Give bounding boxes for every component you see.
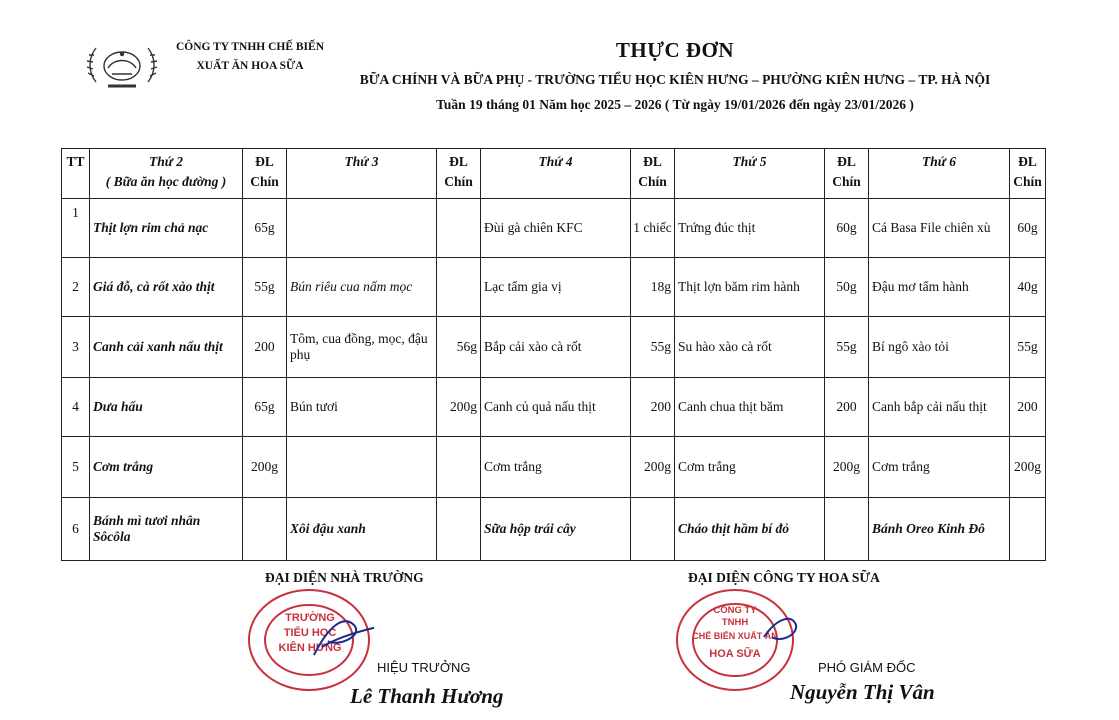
- dish-day2: Bánh mì tươi nhân Sôcôla: [90, 498, 243, 561]
- table-row: [62, 498, 1046, 561]
- header-day2: [90, 149, 243, 199]
- dish-day5: Trứng đúc thịt: [675, 199, 825, 258]
- qty-day6: 40g: [1010, 258, 1046, 317]
- header-dl: [243, 149, 287, 199]
- header-dl-line1: ĐL: [643, 154, 662, 169]
- header-dl-line1: ĐL: [255, 154, 274, 169]
- company-stamp-line3: CHẾ BIẾN XUẤT ĂN: [692, 631, 778, 641]
- header-day6: Thứ 6: [869, 149, 1010, 199]
- table-row: [62, 317, 1046, 378]
- qty-day2: [243, 498, 287, 561]
- dish-day5: Su hào xào cà rốt: [675, 317, 825, 378]
- qty-day6: 200: [1010, 378, 1046, 437]
- qty-day5: 200g: [825, 437, 869, 498]
- dish-day4: Đùi gà chiên KFC: [481, 199, 631, 258]
- dish-day3: Tôm, cua đồng, mọc, đậu phụ: [287, 317, 437, 378]
- school-role: HIỆU TRƯỞNG: [377, 660, 471, 675]
- menu-table: [61, 148, 1046, 561]
- page-title: THỰC ĐƠN: [615, 38, 735, 62]
- week-range: Tuần 19 tháng 01 Năm học 2025 – 2026 ( Từ ngày 19/01/2026 đến ngày 23/01/2026 ): [436, 97, 914, 112]
- header-dl: [825, 149, 869, 199]
- header-dl-line2: Chín: [444, 174, 473, 189]
- dish-day4: Lạc tẩm gia vị: [481, 258, 631, 317]
- dish-day5: Thịt lợn băm rim hành: [675, 258, 825, 317]
- qty-day3: [437, 437, 481, 498]
- page-subtitle: BỮA CHÍNH VÀ BỮA PHỤ - TRƯỜNG TIỂU HỌC KIÊN HƯNG – PHƯỜNG KIÊN HƯNG – TP. HÀ NỘI: [359, 72, 991, 87]
- qty-day2: 65g: [243, 378, 287, 437]
- table-row: [62, 378, 1046, 437]
- header-dl-line2: Chín: [250, 174, 279, 189]
- qty-day3: 56g: [437, 317, 481, 378]
- qty-day2: 65g: [243, 199, 287, 258]
- qty-day2: 200: [243, 317, 287, 378]
- header-dl-line1: ĐL: [449, 154, 468, 169]
- company-logo-icon: [82, 36, 162, 96]
- dish-day3: [287, 437, 437, 498]
- qty-day2: 200g: [243, 437, 287, 498]
- header-tt: TT: [62, 149, 90, 199]
- company-stamp-icon: [672, 585, 802, 695]
- qty-day6: [1010, 498, 1046, 561]
- header-day2-label: Thứ 2: [149, 154, 183, 169]
- header-dl: [631, 149, 675, 199]
- dish-day5: Cháo thịt hầm bí đỏ: [675, 498, 825, 561]
- row-number: 5: [62, 437, 90, 498]
- dish-day4: Bắp cải xào cà rốt: [481, 317, 631, 378]
- header-day2-sub: ( Bữa ăn học đường ): [105, 174, 227, 189]
- dish-day4: Canh củ quả nấu thịt: [481, 378, 631, 437]
- school-stamp-icon: [244, 585, 374, 695]
- qty-day4: [631, 498, 675, 561]
- dish-day3: [287, 199, 437, 258]
- school-stamp-line3: KIÊN HƯNG: [278, 642, 342, 654]
- qty-day4: 1 chiếc: [631, 199, 675, 258]
- company-name: [160, 38, 340, 76]
- row-number: 6: [62, 498, 90, 561]
- dish-day2: Thịt lợn rim chả nạc: [90, 199, 243, 258]
- dish-day2: Cơm trắng: [90, 437, 243, 498]
- company-representative-heading: ĐẠI DIỆN CÔNG TY HOA SỮA: [688, 570, 880, 585]
- qty-day4: 200g: [631, 437, 675, 498]
- dish-day2: Giá đỗ, cà rốt xào thịt: [90, 258, 243, 317]
- qty-day5: 50g: [825, 258, 869, 317]
- table-header-row: [62, 149, 1046, 199]
- company-stamp-line1: CÔNG TY: [713, 605, 757, 616]
- qty-day6: 55g: [1010, 317, 1046, 378]
- dish-day6: Cá Basa File chiên xù: [869, 199, 1010, 258]
- school-representative-heading: ĐẠI DIỆN NHÀ TRƯỜNG: [265, 570, 424, 585]
- school-signer-name: Lê Thanh Hương: [350, 684, 504, 708]
- dish-day2: Dưa hấu: [90, 378, 243, 437]
- header-dl-line2: Chín: [638, 174, 667, 189]
- dish-day3: Xôi đậu xanh: [287, 498, 437, 561]
- qty-day5: [825, 498, 869, 561]
- table-row: [62, 199, 1046, 258]
- qty-day5: 200: [825, 378, 869, 437]
- company-signer-name: Nguyễn Thị Vân: [790, 680, 935, 704]
- header-dl-line2: Chín: [832, 174, 861, 189]
- dish-day4: Cơm trắng: [481, 437, 631, 498]
- school-stamp-line1: TRƯỜNG: [285, 612, 335, 624]
- company-name-line2: XUẤT ĂN HOA SỮA: [196, 60, 304, 72]
- table-row: [62, 437, 1046, 498]
- header-dl-line1: ĐL: [837, 154, 856, 169]
- dish-day2: Canh cải xanh nấu thịt: [90, 317, 243, 378]
- row-number: 4: [62, 378, 90, 437]
- qty-day3: [437, 498, 481, 561]
- company-stamp-line4: HOA SỮA: [709, 648, 761, 660]
- qty-day5: 55g: [825, 317, 869, 378]
- header-dl: [1010, 149, 1046, 199]
- company-role: PHÓ GIÁM ĐỐC: [818, 660, 916, 675]
- dish-day6: Bí ngô xào tỏi: [869, 317, 1010, 378]
- header-dl-line1: ĐL: [1018, 154, 1037, 169]
- dish-day6: Canh bắp cải nấu thịt: [869, 378, 1010, 437]
- qty-day4: 55g: [631, 317, 675, 378]
- company-stamp-line2: TNHH: [721, 617, 749, 628]
- row-number: 2: [62, 258, 90, 317]
- dish-day5: Canh chua thịt băm: [675, 378, 825, 437]
- qty-day6: 200g: [1010, 437, 1046, 498]
- header-day3: Thứ 3: [287, 149, 437, 199]
- header-dl-line2: Chín: [1013, 174, 1042, 189]
- qty-day4: 200: [631, 378, 675, 437]
- qty-day3: [437, 199, 481, 258]
- qty-day3: [437, 258, 481, 317]
- qty-day2: 55g: [243, 258, 287, 317]
- table-row: [62, 258, 1046, 317]
- header-dl: [437, 149, 481, 199]
- row-number: 1: [62, 199, 90, 258]
- qty-day3: 200g: [437, 378, 481, 437]
- dish-day6: Bánh Oreo Kinh Đô: [869, 498, 1010, 561]
- school-stamp-line2: TIỂU HỌC: [283, 627, 337, 639]
- row-number: 3: [62, 317, 90, 378]
- header-day4: Thứ 4: [481, 149, 631, 199]
- qty-day5: 60g: [825, 199, 869, 258]
- dish-day6: Đậu mơ tẩm hành: [869, 258, 1010, 317]
- dish-day4: Sữa hộp trái cây: [481, 498, 631, 561]
- header-day5: Thứ 5: [675, 149, 825, 199]
- dish-day5: Cơm trắng: [675, 437, 825, 498]
- qty-day6: 60g: [1010, 199, 1046, 258]
- dish-day6: Cơm trắng: [869, 437, 1010, 498]
- company-name-line1: CÔNG TY TNHH CHẾ BIẾN: [175, 41, 325, 53]
- qty-day4: 18g: [631, 258, 675, 317]
- dish-day3: Bún riêu cua nấm mọc: [287, 258, 437, 317]
- dish-day3: Bún tươi: [287, 378, 437, 437]
